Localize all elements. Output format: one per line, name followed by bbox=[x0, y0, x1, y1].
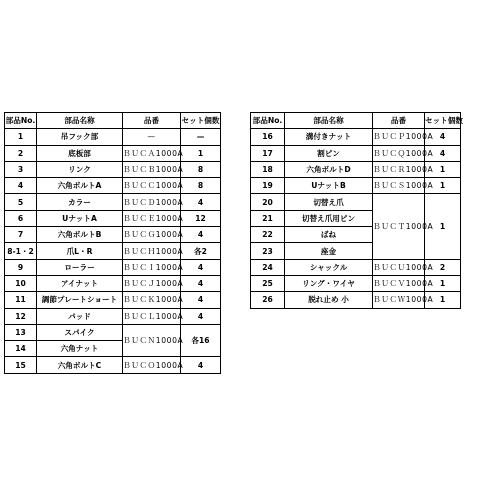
part-no: 26 bbox=[251, 292, 285, 308]
part-no: 9 bbox=[5, 259, 37, 275]
part-name: 六角ボルトD bbox=[285, 161, 373, 177]
part-name: UナットA bbox=[37, 210, 123, 226]
part-no: 11 bbox=[5, 292, 37, 308]
part-code: ＢＵＣＴ1000A bbox=[373, 194, 425, 259]
part-name: 調節プレートショート bbox=[37, 292, 123, 308]
part-name: 吊フック部 bbox=[37, 129, 123, 145]
set-qty: 1 bbox=[425, 161, 461, 177]
part-code: — bbox=[123, 129, 181, 145]
set-qty: 8 bbox=[181, 161, 221, 177]
part-code: ＢＵＣＧ1000A bbox=[123, 227, 181, 243]
part-no: 8-1・2 bbox=[5, 243, 37, 259]
table-row bbox=[5, 129, 221, 145]
part-name: 六角ナット bbox=[37, 341, 123, 357]
table-row bbox=[5, 275, 221, 291]
set-qty: 4 bbox=[181, 259, 221, 275]
set-qty: 4 bbox=[425, 129, 461, 145]
part-code: ＢＵＣＯ1000A bbox=[123, 357, 181, 373]
part-no: 1 bbox=[5, 129, 37, 145]
part-code: ＢＵＣＶ1000A bbox=[373, 275, 425, 291]
part-code: ＢＵＣＫ1000A bbox=[123, 292, 181, 308]
table-row bbox=[251, 145, 461, 161]
part-name: 爪L・R bbox=[37, 243, 123, 259]
part-code: ＢＵＣＷ1000A bbox=[373, 292, 425, 308]
parts-table-left bbox=[4, 112, 221, 374]
part-no: 15 bbox=[5, 357, 37, 373]
part-name: 六角ボルトB bbox=[37, 227, 123, 243]
set-qty: 1 bbox=[425, 275, 461, 291]
header-part-code: 品番 bbox=[123, 113, 181, 129]
set-qty: 4 bbox=[181, 292, 221, 308]
part-code: ＢＵＣＩ1000A bbox=[123, 259, 181, 275]
set-qty: 4 bbox=[181, 357, 221, 373]
part-name: スパイク bbox=[37, 324, 123, 340]
part-code: ＢＵＣＳ1000A bbox=[373, 178, 425, 194]
part-name: リンク bbox=[37, 161, 123, 177]
set-qty: 1 bbox=[425, 178, 461, 194]
part-no: 24 bbox=[251, 259, 285, 275]
part-no: 13 bbox=[5, 324, 37, 340]
set-qty: — bbox=[181, 129, 221, 145]
table-row bbox=[251, 178, 461, 194]
part-name: シャックル bbox=[285, 259, 373, 275]
table-header-row bbox=[251, 113, 461, 129]
part-no: 18 bbox=[251, 161, 285, 177]
table-row bbox=[251, 292, 461, 308]
table-row bbox=[251, 275, 461, 291]
set-qty: 8 bbox=[181, 178, 221, 194]
part-name: アイナット bbox=[37, 275, 123, 291]
part-no: 2 bbox=[5, 145, 37, 161]
part-name: 割ピン bbox=[285, 145, 373, 161]
table-row bbox=[251, 161, 461, 177]
part-name: ばね bbox=[285, 227, 373, 243]
part-no: 12 bbox=[5, 308, 37, 324]
set-qty: 12 bbox=[181, 210, 221, 226]
table-row bbox=[251, 129, 461, 145]
part-code: ＢＵＣＱ1000A bbox=[373, 145, 425, 161]
set-qty: 4 bbox=[181, 275, 221, 291]
part-name: ローラー bbox=[37, 259, 123, 275]
header-set-qty: セット個数 bbox=[425, 113, 461, 129]
table-row bbox=[5, 243, 221, 259]
set-qty: 各2 bbox=[181, 243, 221, 259]
part-no: 22 bbox=[251, 227, 285, 243]
part-code: ＢＵＣＪ1000A bbox=[123, 275, 181, 291]
header-part-name: 部品名称 bbox=[37, 113, 123, 129]
header-part-name: 部品名称 bbox=[285, 113, 373, 129]
table-row bbox=[251, 194, 461, 210]
set-qty: 2 bbox=[425, 259, 461, 275]
table-row bbox=[5, 308, 221, 324]
part-no: 17 bbox=[251, 145, 285, 161]
part-code: ＢＵＣＤ1000A bbox=[123, 194, 181, 210]
part-no: 10 bbox=[5, 275, 37, 291]
table-row bbox=[5, 357, 221, 373]
header-set-qty: セット個数 bbox=[181, 113, 221, 129]
table-header-row bbox=[5, 113, 221, 129]
part-code: ＢＵＣＣ1000A bbox=[123, 178, 181, 194]
table-row bbox=[5, 210, 221, 226]
part-name: 六角ボルトC bbox=[37, 357, 123, 373]
header-part-no: 部品No. bbox=[251, 113, 285, 129]
table-row bbox=[5, 145, 221, 161]
part-no: 23 bbox=[251, 243, 285, 259]
part-code: ＢＵＣＰ1000A bbox=[373, 129, 425, 145]
table-row bbox=[5, 178, 221, 194]
part-no: 25 bbox=[251, 275, 285, 291]
part-no: 20 bbox=[251, 194, 285, 210]
set-qty: 1 bbox=[181, 145, 221, 161]
part-name: UナットB bbox=[285, 178, 373, 194]
part-name: 六角ボルトA bbox=[37, 178, 123, 194]
part-name: 溝付きナット bbox=[285, 129, 373, 145]
set-qty: 1 bbox=[425, 194, 461, 259]
part-no: 14 bbox=[5, 341, 37, 357]
set-qty: 4 bbox=[425, 145, 461, 161]
table-row bbox=[5, 259, 221, 275]
set-qty: 1 bbox=[425, 292, 461, 308]
part-code: ＢＵＣＵ1000A bbox=[373, 259, 425, 275]
part-name: リング・ワイヤ bbox=[285, 275, 373, 291]
header-part-no: 部品No. bbox=[5, 113, 37, 129]
part-name: 切替え爪 bbox=[285, 194, 373, 210]
part-code: ＢＵＣＥ1000A bbox=[123, 210, 181, 226]
set-qty: 4 bbox=[181, 227, 221, 243]
part-no: 3 bbox=[5, 161, 37, 177]
part-no: 6 bbox=[5, 210, 37, 226]
part-name: カラー bbox=[37, 194, 123, 210]
parts-table-right bbox=[250, 112, 461, 309]
part-no: 21 bbox=[251, 210, 285, 226]
part-name: パッド bbox=[37, 308, 123, 324]
part-no: 16 bbox=[251, 129, 285, 145]
part-code: ＢＵＣＬ1000A bbox=[123, 308, 181, 324]
part-no: 5 bbox=[5, 194, 37, 210]
part-code: ＢＵＣＮ1000A bbox=[123, 324, 181, 357]
part-code: ＢＵＣＲ1000A bbox=[373, 161, 425, 177]
table-row bbox=[5, 161, 221, 177]
part-code: ＢＵＣＢ1000A bbox=[123, 161, 181, 177]
part-name: 切替え爪用ピン bbox=[285, 210, 373, 226]
part-name: 脱れ止め 小 bbox=[285, 292, 373, 308]
part-code: ＢＵＣＡ1000A bbox=[123, 145, 181, 161]
part-code: ＢＵＣＨ1000A bbox=[123, 243, 181, 259]
part-no: 7 bbox=[5, 227, 37, 243]
table-row bbox=[5, 227, 221, 243]
set-qty: 4 bbox=[181, 308, 221, 324]
set-qty: 各16 bbox=[181, 324, 221, 357]
header-part-code: 品番 bbox=[373, 113, 425, 129]
part-name: 座金 bbox=[285, 243, 373, 259]
table-row bbox=[5, 194, 221, 210]
set-qty: 4 bbox=[181, 194, 221, 210]
table-row bbox=[5, 324, 221, 340]
part-no: 19 bbox=[251, 178, 285, 194]
table-row bbox=[5, 292, 221, 308]
part-name: 底板部 bbox=[37, 145, 123, 161]
part-no: 4 bbox=[5, 178, 37, 194]
table-row bbox=[251, 259, 461, 275]
